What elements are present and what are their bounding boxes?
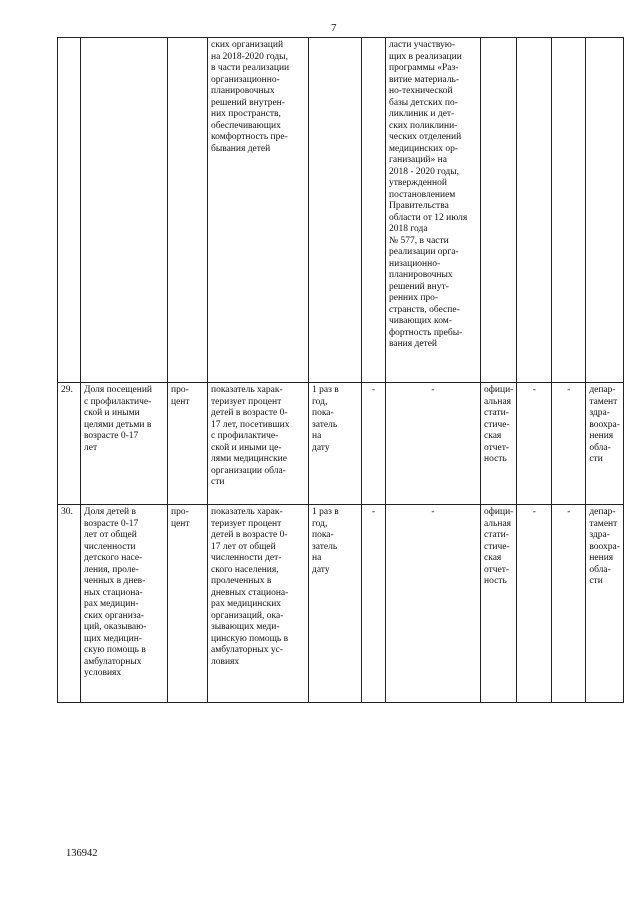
table-row (58, 505, 624, 703)
responsible: депар- тамент здра- воохра- нения обла- сти (586, 505, 624, 703)
cell-col10 (552, 38, 586, 383)
table-row-continuation (58, 38, 624, 383)
cell-description: ских организаций на 2018-2020 годы, в части реализации организационно- планировочных решений внутрен- них пространств, обеспечивающих комфортность пре- бывания детей (208, 38, 309, 383)
table-row (58, 383, 624, 505)
col9-value: - (517, 505, 552, 703)
document-code: 136942 (66, 848, 98, 859)
cell-basis: ласти участвую- щих в реализации программы «Раз- витие материаль- но-технической базы детских по- ликлиник и дет- ских поликлини- ческих отделений медицинских ор- ганизаций» на 2018 - 2020 годы, утвержденной постановлением Правительства области от 12 июля 2018 года № 577, в части реализации орга- низационно- планировочных решений внут- ренних про- странств, обеспе- чивающих ком- фортность пребы- вания детей (386, 38, 481, 383)
cell-col6 (362, 38, 386, 383)
indicator-table (57, 37, 624, 703)
col6-value: - (362, 383, 386, 505)
cell-responsible (586, 38, 624, 383)
indicator-name: Доля посещений с профилактиче- ской и иными целями детьми в возрасте 0-17 лет (81, 383, 168, 505)
indicator-description: показатель харак- теризует процент детей в возрасте 0- 17 лет, посетивших с профилактиче- ской и иными це- лями медицинские организации обла- сти (208, 383, 309, 505)
cell-source (481, 38, 517, 383)
data-source: офици- альная стати- стиче- ская отчет- ность (481, 505, 517, 703)
indicator-description: показатель харак- теризует процент детей в возрасте 0- 17 лет от общей численности дет- ского населения, пролеченных в дневных стациона- рах медицинских организаций, ока- зывающих меди- цинскую помощь в амбулаторных ус- ловиях (208, 505, 309, 703)
indicator-name: Доля детей в возрасте 0-17 лет от общей численности детского насе- ления, проле- ченных в днев- ных стациона- рах медицин- ских организа- ций, оказываю- щих медицин- скую помощь в амбулаторных условиях (81, 505, 168, 703)
data-source: офици- альная стати- стиче- ская отчет- ность (481, 383, 517, 505)
cell-periodicity (309, 38, 362, 383)
col6-value: - (362, 505, 386, 703)
cell-name (81, 38, 168, 383)
page-number: 7 (331, 22, 337, 34)
col9-value: - (517, 383, 552, 505)
unit: про- цент (168, 383, 208, 505)
periodicity: 1 раз в год, пока- затель на дату (309, 505, 362, 703)
row-number: 30. (58, 505, 81, 703)
col10-value: - (552, 505, 586, 703)
unit: про- цент (168, 505, 208, 703)
cell-unit (168, 38, 208, 383)
col7-value: - (386, 383, 481, 505)
col10-value: - (552, 383, 586, 505)
periodicity: 1 раз в год, пока- затель на дату (309, 383, 362, 505)
responsible: депар- тамент здра- воохра- нения обла- сти (586, 383, 624, 505)
cell-col9 (517, 38, 552, 383)
cell-number (58, 38, 81, 383)
row-number: 29. (58, 383, 81, 505)
col7-value: - (386, 505, 481, 703)
